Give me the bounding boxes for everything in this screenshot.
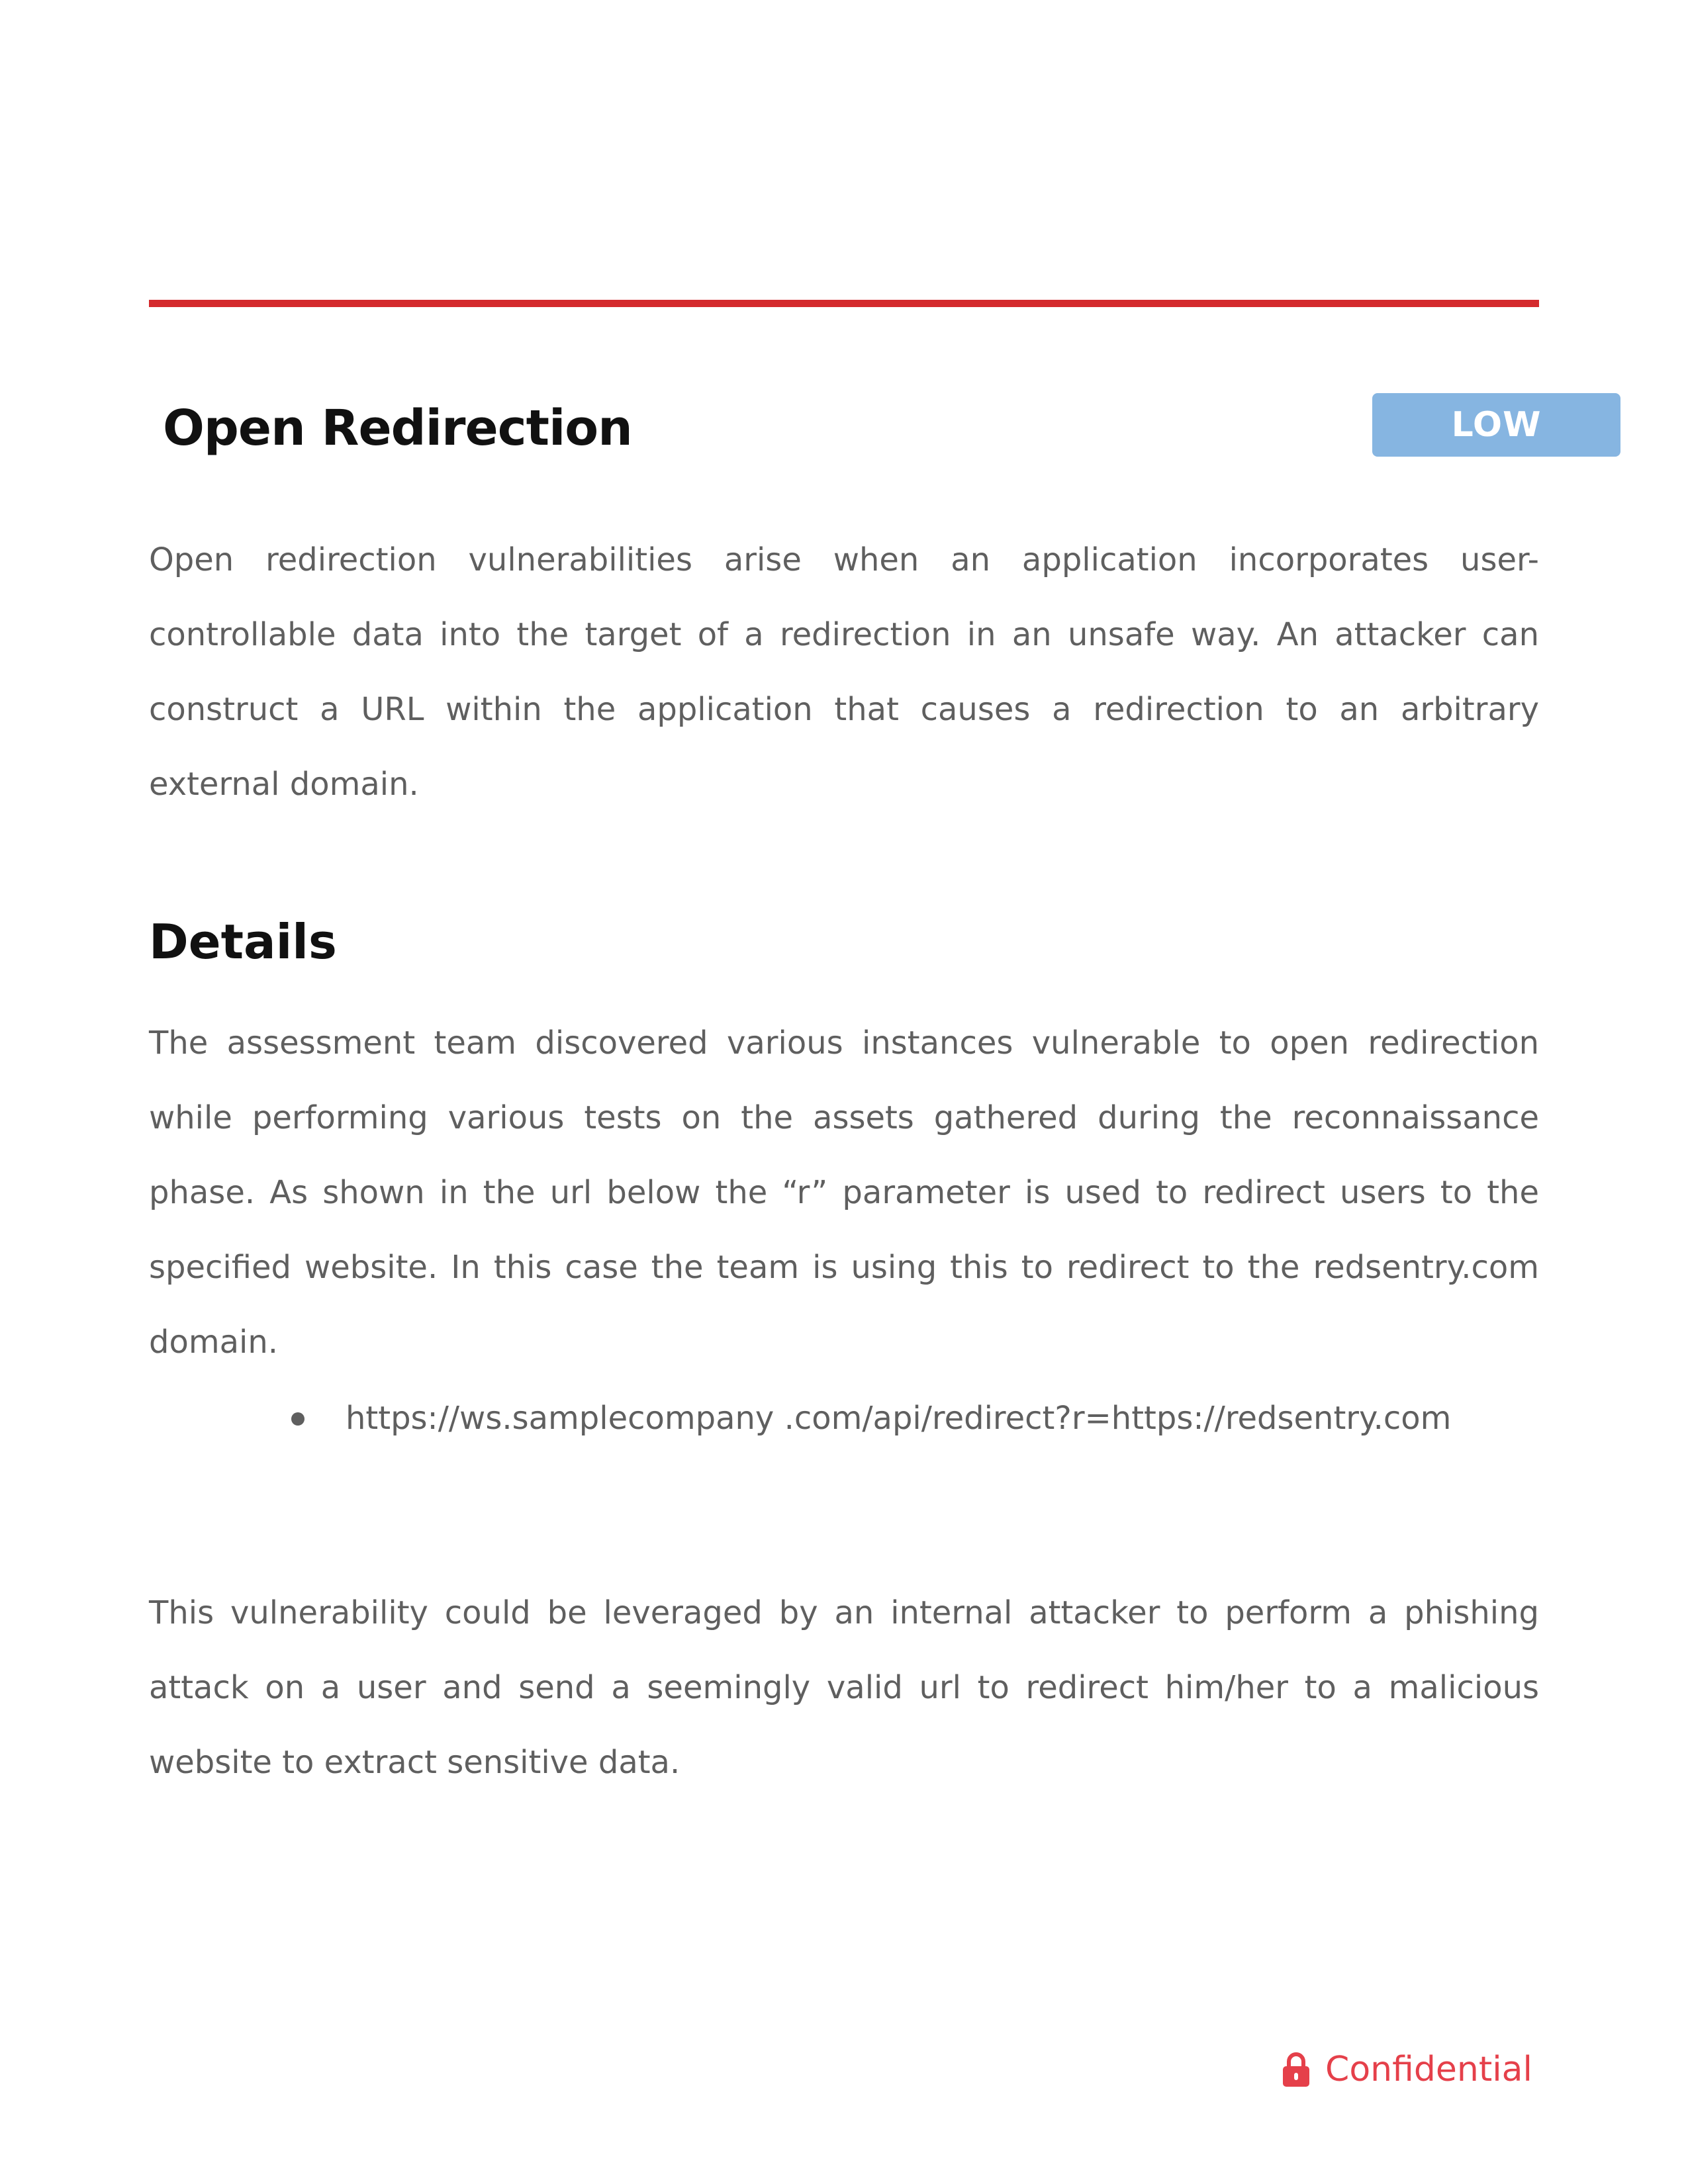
bullet-icon xyxy=(291,1412,305,1426)
details-paragraph: The assessment team discovered various instances vulnerable to open redirection while performing various tests on the assets gathered during the reconnaissance phase. As shown in the url below the “r” parameter is used to redirect users to the specified website. In this case the team is using this to redirect to the redsentry.com domain. xyxy=(149,1024,1539,1361)
affected-url: https://ws.samplecompany .com/api/redirect?r=https://redsentry.com xyxy=(346,1400,1452,1437)
list-item xyxy=(291,1381,1451,1456)
affected-url-list xyxy=(291,1381,1451,1456)
details-heading: Details xyxy=(149,914,337,970)
header-divider xyxy=(149,300,1539,307)
confidential-footer xyxy=(1282,2043,1532,2096)
finding-description: Open redirection vulnerabilities arise when an application incorporates user-controllable data into the target of a redirection in an unsafe way. An attacker can construct a URL within the application that causes a redirection to an arbitrary external domain. xyxy=(149,541,1539,803)
confidential-label: Confidential xyxy=(1325,2050,1532,2089)
lock-icon xyxy=(1282,2051,1311,2088)
severity-badge: LOW xyxy=(1372,393,1620,457)
finding-title: Open Redirection xyxy=(163,400,632,457)
impact-paragraph: This vulnerability could be leveraged by an internal attacker to perform a phishing attack on a user and send a seemingly valid url to redirect him/her to a malicious website to extract sensitive data. xyxy=(149,1594,1539,1781)
